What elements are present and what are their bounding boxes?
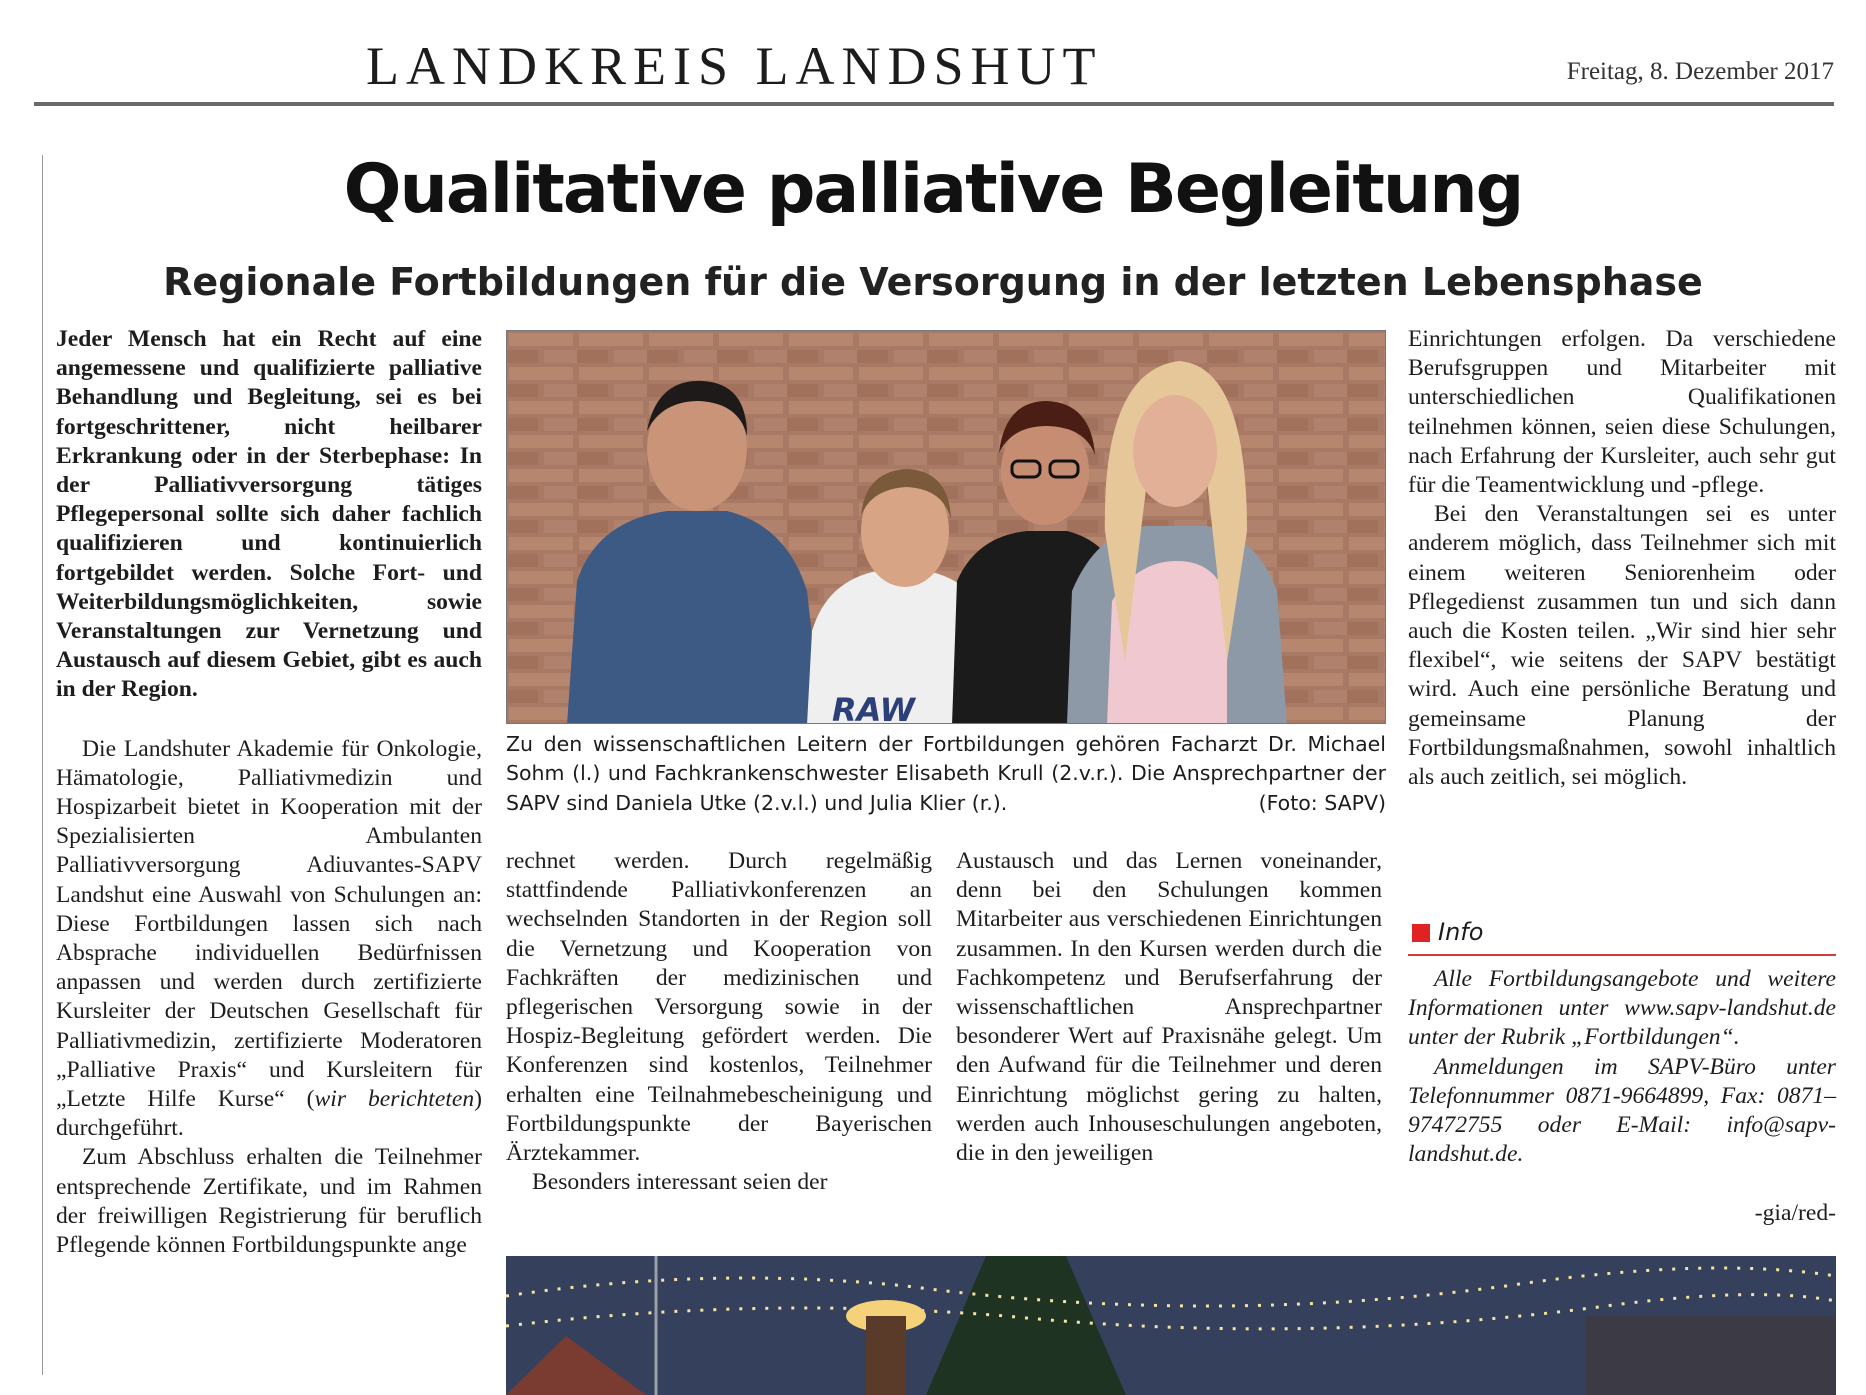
info-marker-icon (1412, 924, 1430, 942)
body-paragraph: Besonders interessant seien der (532, 1169, 828, 1196)
section-title: LANDKREIS LANDSHUT (366, 36, 1103, 96)
photo-credit: (Foto: SAPV) (1258, 790, 1386, 815)
body-paragraph (56, 735, 482, 1144)
issue-date: Freitag, 8. Dezember 2017 (1566, 58, 1834, 85)
body-paragraph: Zum Abschluss erhalten die Teilnehmer entsprechende Zertifikate, und im Rahmen der freiwilligen Registrierung für beruflich Pflegende können Fortbildungspunkte ange (56, 1144, 482, 1259)
article-column-1 (56, 325, 482, 1260)
body-paragraph: Austausch und das Lernen voneinander, denn bei den Schulungen kommen Mitarbeiter aus verschiedenen Einrichtungen zusammen. In den Kursen werden durch die Fachkompetenz und Berufserfahrung der wissenschaftlichen Ansprechpartner besonderer Wert auf Praxisnähe gelegt. Um den Aufwand für die Teilnehmer und deren Einrichtung möglichst gering zu halten, werden auch Inhouseschulungen angeboten, die in den jeweiligen (956, 848, 1382, 1167)
body-text: Die Landshuter Akademie für Onkologie, Hämatologie, Palliativmedizin und Hospizarbeit bietet in Kooperation mit der Spezialisierten Ambulanten Palliativversorgung Adiuvantes-SAPV Landshut eine Auswahl von Schulungen an: Diese Fortbildungen lassen sich nach Absprache individuellen Bedürfnissen anpassen und werden durch zertifizierte Kursleiter der Deutschen Gesellschaft für Palliativmedizin, zertifizierte Moderatoren „Palliative Praxis“ und Kursleitern für „Letzte Hilfe Kurse“ ( (56, 735, 482, 1113)
body-text-italic: wir berichteten (314, 1086, 475, 1113)
info-box-text (1408, 965, 1836, 1169)
body-paragraph: rechnet werden. Durch regelmäßig stattfindende Palliativkonferenzen an wechselnden Standorten in der Region soll die Vernetzung und Kooperation von Fachkräften der medizinischen und pflegerischen Versorgung sowie in der Hospiz-Begleitung gefördert werden. Die Konferenzen sind kostenlos, Teilnehmer erhalten eine Teilnahmebescheinigung und Fortbildungspunkte der Bayerischen Ärztekammer. (506, 848, 932, 1167)
article-headline: Qualitative palliative Begleitung (343, 150, 1523, 229)
body-paragraph: Bei den Veranstaltungen sei es unter anderem möglich, dass Teilnehmer sich mit einem weiteren Seniorenheim oder Pflegedienst zusammen tun und sich dann auch die Kosten teilen. „Wir sind hier sehr flexibel“, wie seitens der SAPV bestätigt wird. Auch eine persönliche Beratung und gemeinsame Planung der Fortbildungsmaßnahmen, sowohl inhaltlich als auch zeitlich, sei möglich. (1408, 501, 1836, 791)
photo-caption (506, 730, 1386, 818)
shirt-print: RAW (832, 691, 915, 724)
info-paragraph: Alle Fortbildungsangebote und weitere Informationen unter www.sapv-landshut.de unter der Rubrik „Fortbildungen“. (1408, 966, 1836, 1051)
lead-paragraph: Jeder Mensch hat ein Recht auf eine angemessene und qualifizierte palliative Behandlung und Begleitung, sei es bei fortgeschrittener, nicht heilbarer Erkrankung oder in der Sterbephase: In der Palliativversorgung tätiges Pflegepersonal sollte sich daher fachlich qualifizieren und kontinuierlich fortgebildet werden. Solche Fort- und Weiterbildungsmöglichkeiten, sowie Veranstaltungen zur Vernetzung und Austausch auf diesem Gebiet, gibt es auch in der Region. (56, 326, 482, 703)
info-box-header (1408, 918, 1836, 956)
author-byline: -gia/red- (1754, 1200, 1836, 1226)
caption-text: Zu den wissenschaftlichen Leitern der Fortbildungen gehören Facharzt Dr. Michael Sohm (l.) und Fachkrankenschwester Elisabeth Krull (2.v.r.). Die Ansprechpartner der SAPV sind Daniela Utke (2.v.l.) und Julia Klier (r.). (506, 732, 1386, 815)
info-paragraph: Anmeldungen im SAPV-Büro unter Telefonnummer 0871-9664899, Fax: 0871–97472755 oder E-Mail: info@sapv-landshut.de. (1408, 1053, 1836, 1168)
body-text: ) durchgeführt. (56, 1086, 482, 1142)
info-label: Info (1438, 918, 1484, 946)
article-column-4 (1408, 325, 1836, 792)
article-column-3 (956, 847, 1382, 1168)
column-divider (42, 155, 43, 1375)
photo-illustration (507, 331, 1386, 724)
header-divider (34, 102, 1834, 106)
group-photo (506, 330, 1386, 724)
photo-illustration (506, 1256, 1836, 1395)
christmas-market-photo (506, 1256, 1836, 1395)
article-column-2 (506, 847, 932, 1197)
article-subheadline: Regionale Fortbildungen für die Versorgung in der letzten Lebensphase (163, 260, 1703, 304)
body-paragraph: Einrichtungen erfolgen. Da verschiedene Berufsgruppen und Mitarbeiter mit unterschiedlichen Qualifikationen teilnehmen können, seien diese Schulungen, nach Erfahrung der Kursleiter, auch sehr gut für die Teamentwicklung und -pflege. (1408, 326, 1836, 499)
